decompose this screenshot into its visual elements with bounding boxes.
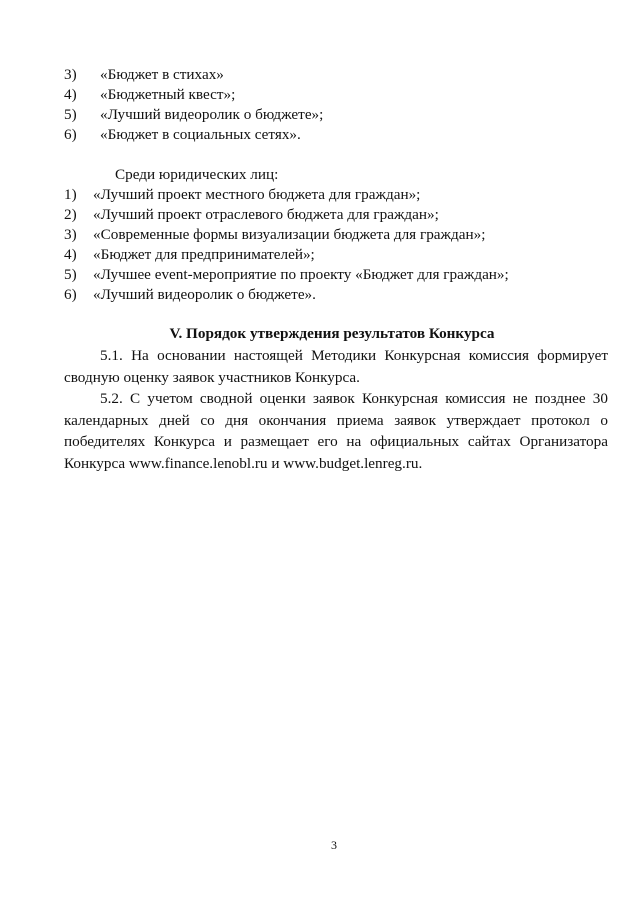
list-item-text: «Бюджет в стихах» <box>100 66 224 83</box>
list-item-number: 5) <box>64 266 77 283</box>
list-item-number: 3) <box>64 66 77 83</box>
list-item-number: 6) <box>64 286 77 303</box>
list-item <box>0 205 640 225</box>
paragraph-5-1: 5.1. На основании настоящей Методики Конкурсная комиссия формирует сводную оценку заявок участников Конкурса. <box>64 347 608 386</box>
list-item-number: 1) <box>64 186 77 203</box>
list-item <box>0 85 640 105</box>
list-item-number: 5) <box>64 106 77 123</box>
list-item-text: «Лучший проект отраслевого бюджета для граждан»; <box>93 206 439 223</box>
list-item <box>0 225 640 245</box>
list-item-text: «Лучший видеоролик о бюджете»; <box>100 106 324 123</box>
list-item <box>0 245 640 265</box>
page-number: 3 <box>331 838 337 852</box>
list-item <box>0 125 640 145</box>
list-item-text: «Бюджет в социальных сетях». <box>100 126 301 143</box>
list-item <box>0 65 640 85</box>
list-item-text: «Бюджет для предпринимателей»; <box>93 246 315 263</box>
legal-entities-heading: Среди юридических лиц: <box>115 166 279 183</box>
list-item-number: 4) <box>64 86 77 103</box>
section-title: V. Порядок утверждения результатов Конкурса <box>169 325 495 342</box>
list-item-text: «Бюджетный квест»; <box>100 86 236 103</box>
list-item-text: «Лучший видеоролик о бюджете». <box>93 286 316 303</box>
list-item-text: «Современные формы визуализации бюджета для граждан»; <box>93 226 486 243</box>
list-item-number: 2) <box>64 206 77 223</box>
list-item <box>0 105 640 125</box>
list-item <box>0 285 640 305</box>
list-item-number: 4) <box>64 246 77 263</box>
individuals-nomination-list <box>0 65 640 145</box>
list-item-number: 3) <box>64 226 77 243</box>
list-item-text: «Лучший проект местного бюджета для граждан»; <box>93 186 421 203</box>
list-item-text: «Лучшее event-мероприятие по проекту «Бюджет для граждан»; <box>93 266 509 283</box>
list-item-number: 6) <box>64 126 77 143</box>
list-item <box>0 265 640 285</box>
legal-entities-nomination-list <box>0 185 640 305</box>
paragraph-5-2: 5.2. С учетом сводной оценки заявок Конкурсная комиссия не позднее 30 календарных дней со дня окончания приема заявок утверждает протокол о победителях Конкурса и размещает его на официальных сайтах Организатора Конкурса www.finance.lenobl.ru и www.budget.lenreg.ru. <box>64 390 608 472</box>
list-item <box>0 185 640 205</box>
